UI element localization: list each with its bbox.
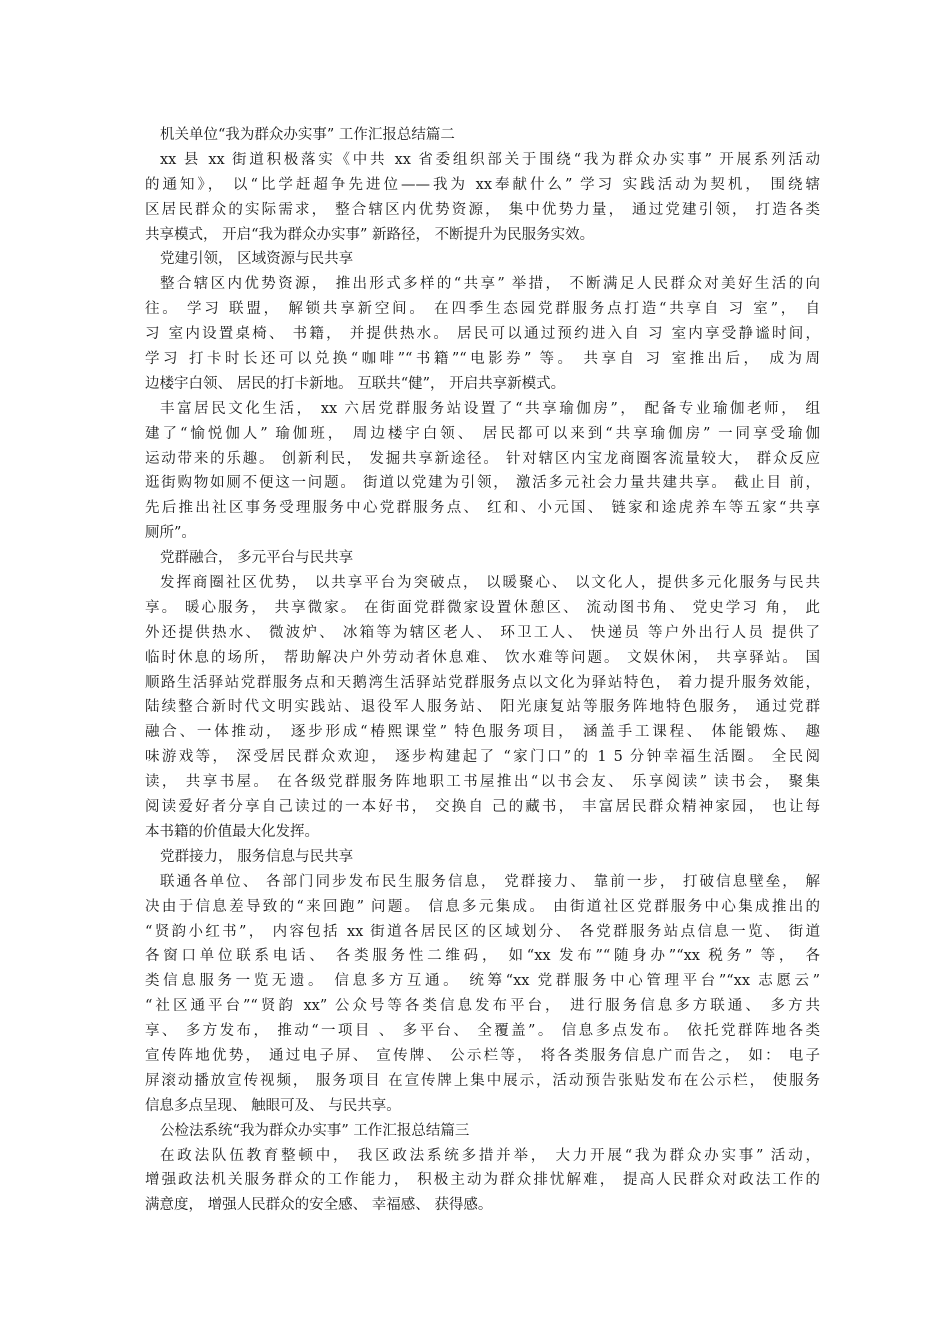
- text-line: 读， 共享书屋。 在各级党群服务阵地职工书屋推出“以书会友、 乐享阅读” 读书会， 聚集: [145, 774, 820, 791]
- text-line: 屏滚动播放宣传视频， 服务项目 在宣传牌上集中展示，活动预告张贴发布在公示栏， 使服务: [145, 1072, 820, 1089]
- text-line: 本书籍的价值最大化发挥。: [145, 823, 319, 840]
- text-line: “贤韵小红书”， 内容包括 xx 街道各居民区的区域划分、 各党群服务站点信息一览、 街道: [145, 923, 820, 940]
- text-line: 外还提供热水、 微波炉、 冰箱等为辖区老人、 环卫工人、 快递员 等户外出行人员 提供了: [145, 624, 820, 641]
- text-line: 满意度， 增强人民群众的安全感、 幸福感、 获得感。: [145, 1197, 493, 1214]
- text-line: 融合、一体推动， 逐步形成“椿熙课堂” 特色服务项目， 涵盖手工课程、 体能锻炼、 趣: [145, 724, 820, 741]
- text-line: 阅读爱好者分享自己读过的一本好书， 交换自 己的藏书， 丰富居民群众精神家园， 也让每: [145, 799, 820, 816]
- text-line: 的通知》， 以“比学赶超争先进位——我为 xx奉献什么” 学习 实践活动为契机， 围绕辖: [145, 176, 820, 193]
- text-line: 运动带来的乐趣。 创新利民， 发掘共享新途径。 针对辖区内宝龙商圈客流量较大， 群众反应: [145, 450, 820, 467]
- document-page: [145, 123, 820, 1218]
- text-line: 宣传阵地优势， 通过电子屏、 宣传牌、 公示栏等， 将各类服务信息广而告之， 如： 电子: [145, 1047, 820, 1064]
- text-line: 味游戏等， 深受居民群众欢迎， 逐步构建起了 “家门口”的 1 5 分钟幸福生活圈。 全民阅: [145, 749, 820, 766]
- text-line: 学习 打卡时长还可以兑换“咖啡”“书籍”“电影券” 等。 共享自 习 室推出后， 成为周: [145, 351, 820, 368]
- text-line: 联通各单位、 各部门同步发布民生服务信息， 党群接力、 靠前一步， 打破信息壁垒， 解: [160, 873, 820, 890]
- text-line: 临时休息的场所， 帮助解决户外劳动者休息难、 饮水难等问题。 文娱休闲， 共享驿站。 国: [145, 649, 820, 666]
- text-line: 享。 暖心服务， 共享微家。 在街面党群微家设置休憩区、 流动图书角、 党史学习 角， 此: [145, 599, 820, 616]
- text-line: 决由于信息差导致的“来回跑” 问题。 信息多元集成。 由街道社区党群服务中心集成推出的: [145, 898, 820, 915]
- text-line: 享、 多方发布， 推动“一项目 、 多平台、 全覆盖”。 信息多点发布。 依托党群阵地各类: [145, 1023, 820, 1040]
- section-heading: 党群接力， 服务信息与民共享: [160, 848, 354, 865]
- text-line: 增强政法机关服务群众的工作能力， 积极主动为群众排忧解难， 提高人民群众对政法工作的: [145, 1172, 820, 1189]
- text-line: 边楼宇白领、 居民的打卡新地。 互联共“健”， 开启共享新模式。: [145, 375, 566, 392]
- text-line: 陆续整合新时代文明实践站、退役军人服务站、 阳光康复站等服务阵地特色服务， 通过党群: [145, 699, 820, 716]
- text-line: 发挥商圈社区优势， 以共享平台为突破点， 以暖聚心、 以文化人，提供多元化服务与民共: [160, 575, 820, 592]
- text-line: “社区通平台”“贤韵 xx” 公众号等各类信息发布平台， 进行服务信息多方联通、 多方共: [145, 998, 820, 1015]
- section-heading: 公检法系统“我为群众办实事” 工作汇报总结篇三: [160, 1122, 470, 1139]
- text-line: 在政法队伍教育整顿中， 我区政法系统多措并举， 大力开展“我为群众办实事” 活动，: [160, 1147, 820, 1164]
- text-line: 建了“愉悦伽人” 瑜伽班， 周边楼宇白领、 居民都可以来到“共享瑜伽房” 一同享受瑜伽: [145, 425, 820, 442]
- text-line: 厕所”。: [145, 525, 196, 542]
- text-line: 逛街购物如厕不便这一问题。 街道以党建为引领， 激活多元社会力量共建共享。 截止目 前，: [145, 475, 820, 492]
- section-heading: 党建引领， 区域资源与民共享: [160, 251, 354, 268]
- text-line: 共享模式， 开启“我为群众办实事” 新路径， 不断提升为民服务实效。: [145, 226, 595, 243]
- text-line: 习 室内设置桌椅、 书籍， 并提供热水。 居民可以通过预约进入自 习 室内享受静谧时间，: [145, 326, 820, 343]
- text-line: xx 县 xx 街道积极落实《中共 xx 省委组织部关于围绕“我为群众办实事” 开展系列活动: [160, 151, 820, 168]
- text-line: 各窗口单位联系电话、 各类服务性二维码， 如“xx 发布”“随身办”“xx 税务” 等， 各: [145, 948, 820, 965]
- section-heading: 党群融合， 多元平台与民共享: [160, 550, 354, 567]
- section-heading: 机关单位“我为群众办实事” 工作汇报总结篇二: [160, 127, 455, 143]
- text-line: 顺路生活驿站党群服务点和天鹅湾生活驿站党群服务点以文化为驿站特色， 着力提升服务效能，: [145, 674, 820, 691]
- text-line: 区居民群众的实际需求， 整合辖区内优势资源， 集中优势力量， 通过党建引领， 打造各类: [145, 201, 820, 218]
- text-line: 往。 学习 联盟， 解锁共享新空间。 在四季生态园党群服务点打造“共享自 习 室”， 自: [145, 301, 820, 318]
- text-line: 先后推出社区事务受理服务中心党群服务点、 红和、小元国、 链家和途虎养车等五家“共享: [145, 500, 820, 517]
- text-line: 类信息服务一览无遗。 信息多方互通。 统筹“xx 党群服务中心管理平台”“xx 志愿云”: [145, 973, 820, 990]
- text-line: 整合辖区内优势资源， 推出形式多样的“共享” 举措， 不断满足人民群众对美好生活的向: [160, 276, 820, 293]
- text-line: 信息多点呈现、 触眼可及、 与民共享。: [145, 1097, 401, 1114]
- text-line: 丰富居民文化生活， xx 六居党群服务站设置了“共享瑜伽房”， 配备专业瑜伽老师， 组: [160, 400, 820, 417]
